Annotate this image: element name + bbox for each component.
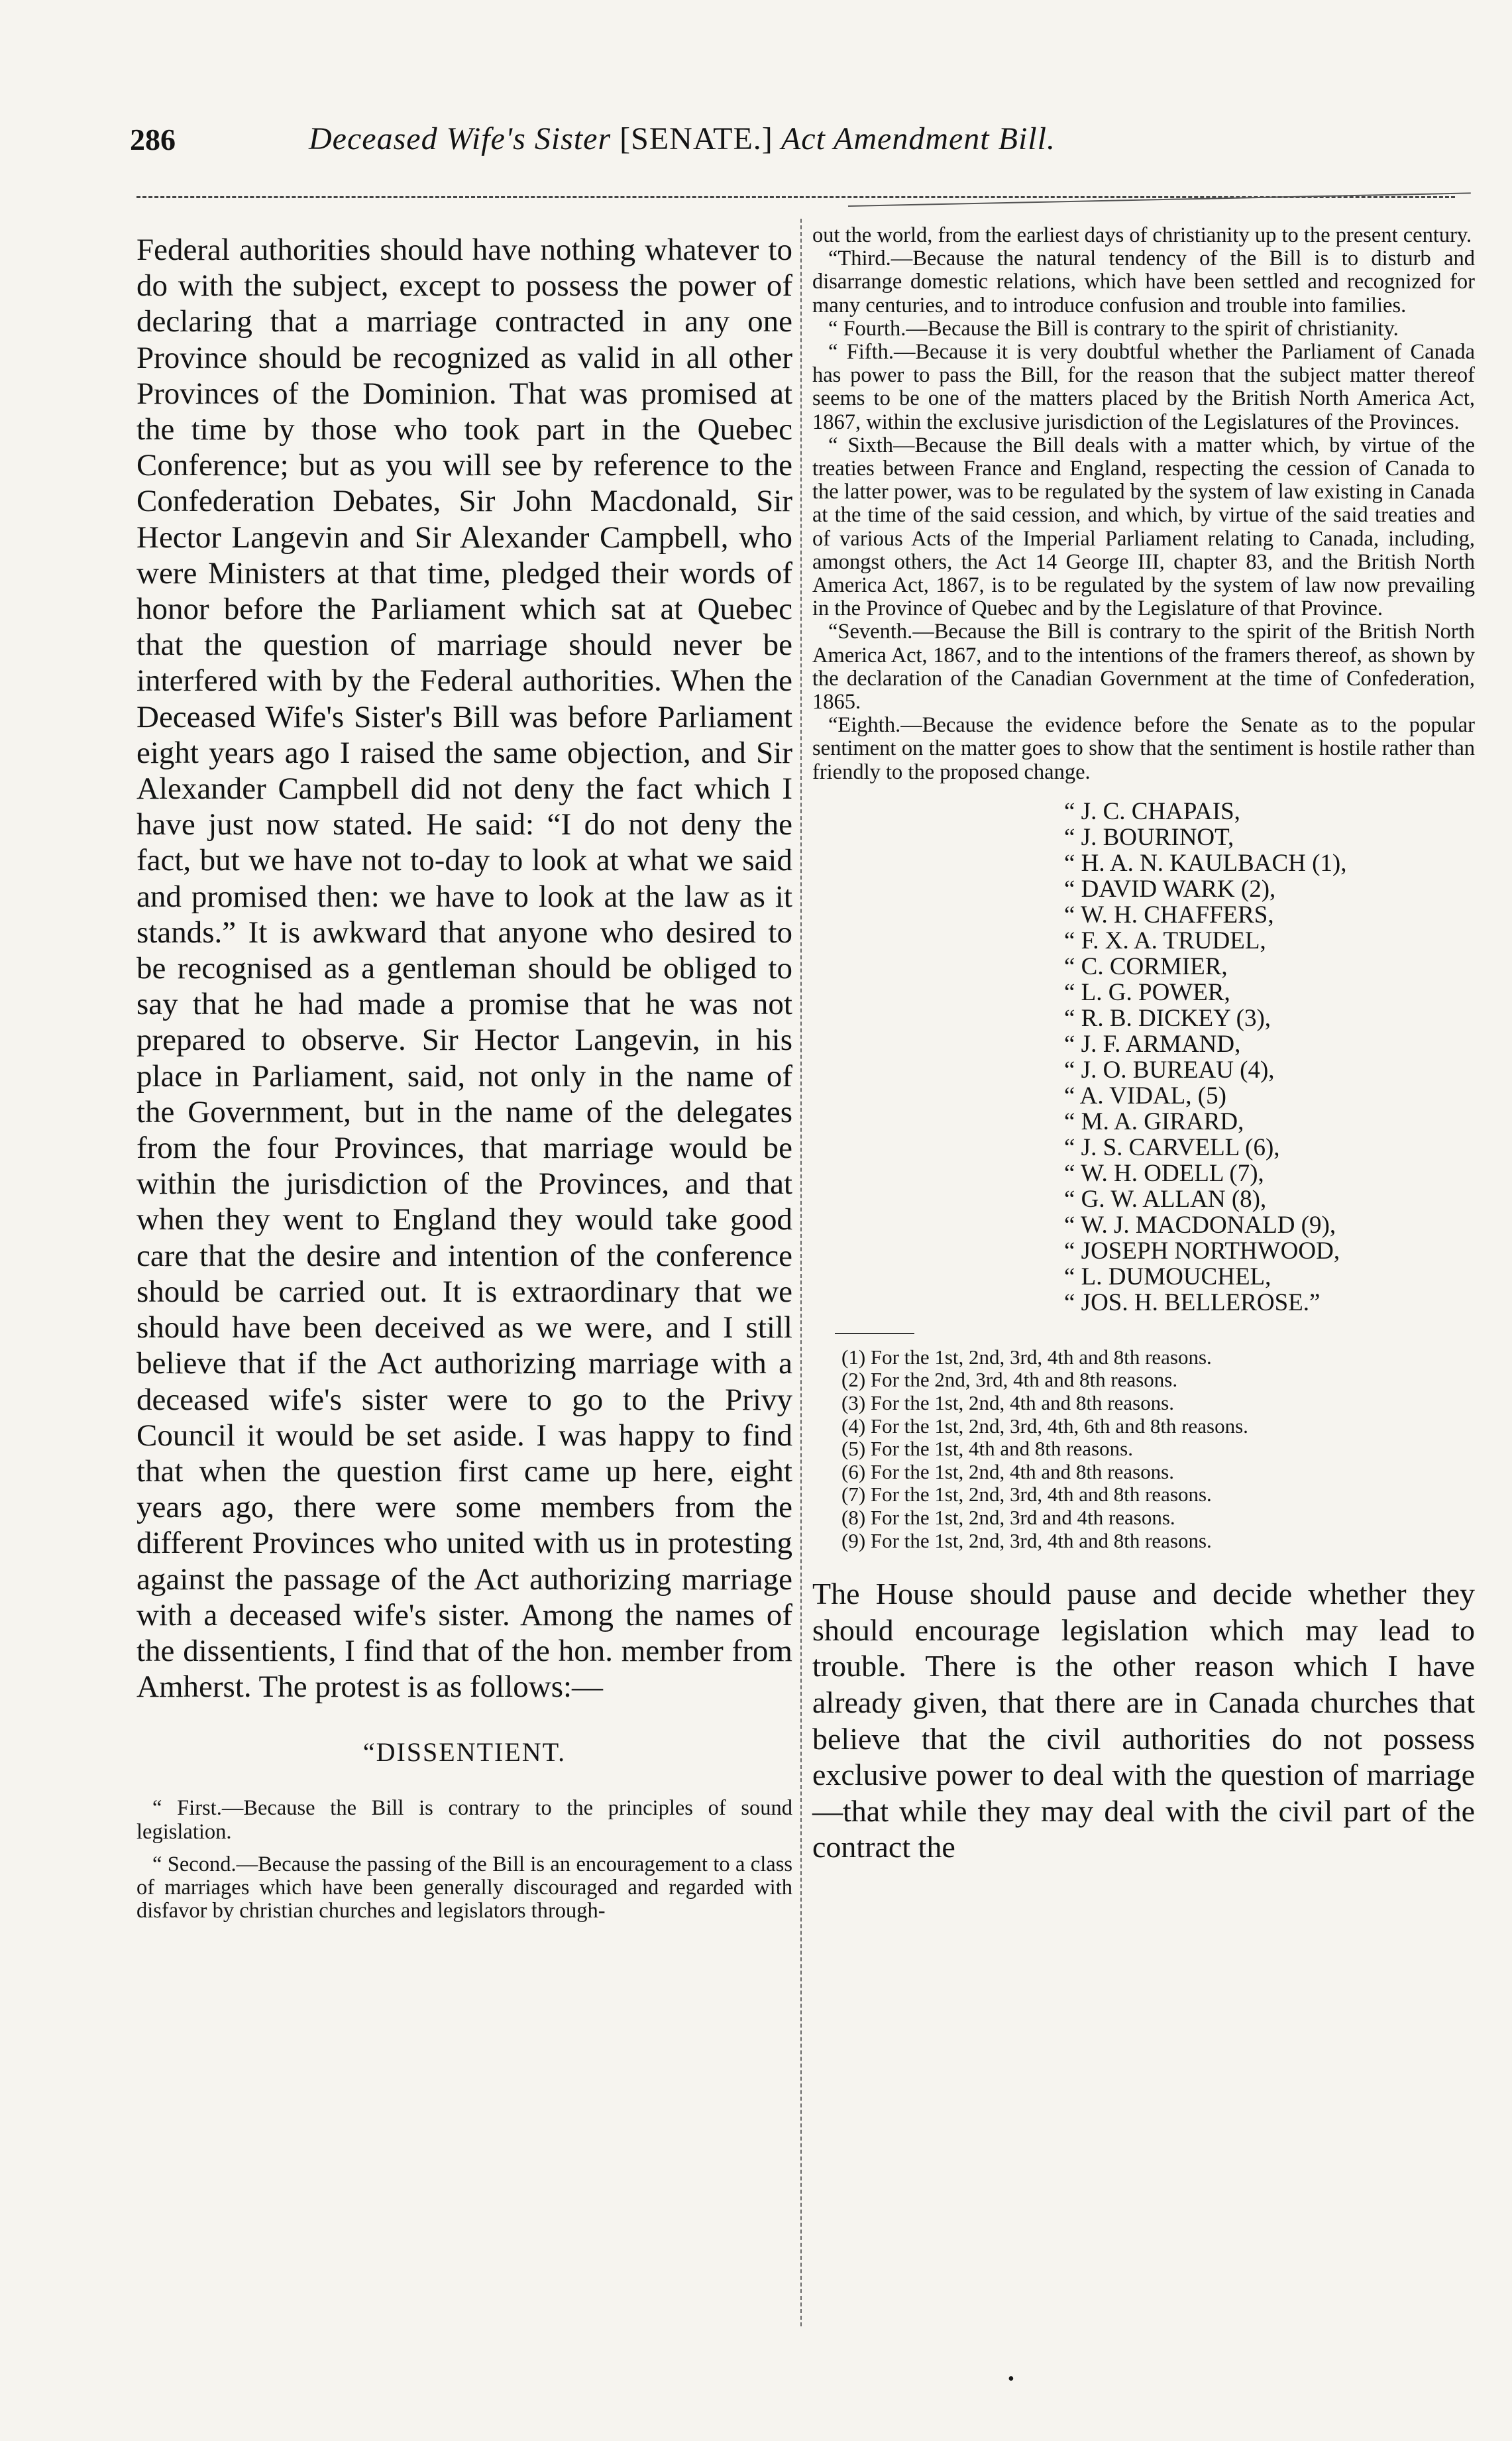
footnote: (1) For the 1st, 2nd, 3rd, 4th and 8th reasons. <box>841 1345 1212 1369</box>
signatory: “ A. VIDAL, (5) <box>1064 1082 1226 1109</box>
reason-third: “Third.—Because the natural tendency of the Bill is to disturb and disarrange domestic relations, which have been settled and recognized for many centuries, and to introduce confusion and trouble into families. <box>812 247 1475 317</box>
signatory: “ W. H. CHAFFERS, <box>1064 901 1274 929</box>
footnote: (2) For the 2nd, 3rd, 4th and 8th reasons. <box>841 1368 1178 1392</box>
left-column <box>136 232 792 1923</box>
dissentient-heading: “DISSENTIENT. <box>362 1737 567 1768</box>
reason-second-continued: out the world, from the earliest days of christianity up to the present century. <box>812 223 1472 247</box>
left-main-paragraph: Federal authorities should have nothing whatever to do with the subject, except to possess the power of declaring that a marriage contracted in any one Province should be recognized as valid in all other Provinces of the Dominion. That was promised at the time by those who took part in the Quebec Conference; but as you will see by reference to the Confederation Debates, Sir John Macdonald, Sir Hector Langevin and Sir Alexander Campbell, who were Ministers at that time, pledged their words of honor before the Parliament which sat at Quebec that the question of marriage should never be interfered with by the Federal authorities. When the Deceased Wife's Sister's Bill was before Parliament eight years ago I raised the same objection, and Sir Alexander Campbell did not deny the fact which I have just now stated. He said: “I do not deny the fact, but we have not to-day to look at what we said and promised then: we have to look at the law as it stands.” It is awkward that anyone who desired to be recognised as a gentleman should be obliged to say that he had made a promise that he was not prepared to observe. Sir Hector Langevin, in his place in Parliament, said, not only in the name of the Government, but in the name of the delegates from the four Provinces, that marriage would be within the jurisdiction of the Provinces, and that when they went to England they would take good care that the desire and intention of the conference should be carried out. It is extraordinary that we should have been deceived as we were, and I still believe that if the Act authorizing marriage with a deceased wife's sister were to go to the Privy Council it would be set aside. I was happy to find that when the question first came up here, eight years ago, there were some members from the different Provinces who united with us in protesting against the passage of the Act authorizing marriage with a deceased wife's sister. Among the names of the dissentients, I find that of the hon. member from Amherst. The protest is as follows:— <box>136 233 792 1705</box>
signatory: “ J. BOURINOT, <box>1064 823 1234 851</box>
page-header <box>130 117 1448 170</box>
footnotes <box>841 1346 1475 1552</box>
reason-second: “ Second.—Because the passing of the Bill is an encouragement to a class of marriages which have been generally discouraged and regarded with disfavor by christian churches and legislators through- <box>136 1852 792 1923</box>
footnote: (7) For the 1st, 2nd, 3rd, 4th and 8th reasons. <box>841 1483 1212 1506</box>
signatory: “ F. X. A. TRUDEL, <box>1064 927 1266 954</box>
footnote: (5) For the 1st, 4th and 8th reasons. <box>841 1437 1133 1461</box>
signatory: “ DAVID WARK (2), <box>1064 875 1276 903</box>
signatory: “ G. W. ALLAN (8), <box>1064 1185 1267 1213</box>
footnote: (9) For the 1st, 2nd, 3rd, 4th and 8th reasons. <box>841 1528 1212 1552</box>
signatory: “ JOS. H. BELLEROSE.” <box>1064 1288 1321 1316</box>
reason-first: “ First.—Because the Bill is contrary to the principles of sound legislation. <box>136 1796 792 1844</box>
right-closing-paragraph: The House should pause and decide whether they should encourage legislation which may lead to trouble. There is the other reason which I have already given, that there are in Canada churches that believe that the civil authorities do not possess exclusive power to deal with the question of marriage—that while they may deal with the civil part of the contract the <box>812 1577 1475 1864</box>
footnote: (6) For the 1st, 2nd, 4th and 8th reasons. <box>841 1459 1174 1483</box>
signatory: “ JOSEPH NORTHWOOD, <box>1064 1237 1340 1265</box>
signatory: “ C. CORMIER, <box>1064 952 1228 980</box>
reason-eighth: “Eighth.—Because the evidence before the Senate as to the popular sentiment on the matter goes to show that the sentiment is hostile rather than friendly to the proposed change. <box>812 713 1475 784</box>
stray-mark: • <box>1008 2369 1014 2389</box>
reason-fifth: “ Fifth.—Because it is very doubtful whether the Parliament of Canada has power to pass the Bill, for the reason that the subject matter thereof seems to be one of the matters placed by the British North America Act, 1867, within the exclusive jurisdiction of the Legislatures of the Provinces. <box>812 340 1475 434</box>
right-column <box>812 224 1475 1896</box>
page-number: 286 <box>130 123 176 156</box>
signatory: “ J. C. CHAPAIS, <box>1064 797 1240 825</box>
running-title-right: Act Amendment Bill. <box>781 121 1055 156</box>
footnote: (8) For the 1st, 2nd, 3rd and 4th reasons. <box>841 1506 1175 1530</box>
signatory: “ J. F. ARMAND, <box>1064 1030 1241 1058</box>
reason-sixth: “ Sixth—Because the Bill deals with a matter which, by virtue of the treaties between France and England, respecting the cession of Canada to the latter power, was to be regulated by the system of law existing in Canada at the time of the said cession, and which, by virtue of the said treaties and of various Acts of the Imperial Parliament relating to Canada, including, amongst others, the Act 14 George III, chapter 83, and the British North America Act, 1867, is to be regulated by the system of law now prevailing in the Province of Quebec and by the Legislature of that Province. <box>812 433 1475 621</box>
footnote-separator <box>835 1333 914 1334</box>
signatory: “ H. A. N. KAULBACH (1), <box>1064 849 1347 877</box>
signatory: “ M. A. GIRARD, <box>1064 1107 1244 1135</box>
footnote: (3) For the 1st, 2nd, 4th and 8th reasons. <box>841 1391 1174 1415</box>
running-title <box>309 121 1055 157</box>
header-rule-right <box>848 192 1471 207</box>
signatory: “ J. S. CARVELL (6), <box>1064 1133 1280 1161</box>
reason-fourth: “ Fourth.—Because the Bill is contrary to the spirit of christianity. <box>828 316 1399 341</box>
signatory: “ W. J. MACDONALD (9), <box>1064 1211 1336 1239</box>
signatory: “ J. O. BUREAU (4), <box>1064 1056 1275 1084</box>
signatory: “ L. G. POWER, <box>1064 978 1230 1006</box>
running-title-left: Deceased Wife's Sister <box>309 121 612 156</box>
column-divider <box>800 219 802 2326</box>
footnote: (4) For the 1st, 2nd, 3rd, 4th, 6th and 8th reasons. <box>841 1414 1248 1438</box>
signatory: “ L. DUMOUCHEL, <box>1064 1263 1271 1290</box>
signatory: “ W. H. ODELL (7), <box>1064 1159 1264 1187</box>
signatories-list <box>1064 799 1475 1316</box>
signatory: “ R. B. DICKEY (3), <box>1064 1004 1271 1032</box>
reason-seventh: “Seventh.—Because the Bill is contrary to the spirit of the British North America Act, 1867, and to the intentions of the framers thereof, as shown by the declaration of the Canadian Government at the time of Confederation, 1865. <box>812 620 1475 714</box>
running-title-senate: [SENATE.] <box>620 121 773 156</box>
